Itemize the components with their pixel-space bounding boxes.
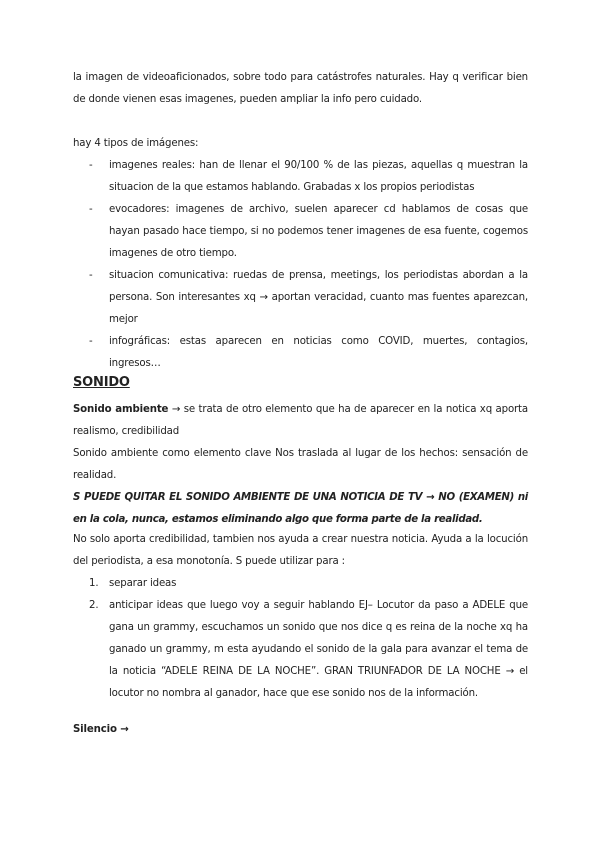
bullet-dash: - <box>89 336 93 347</box>
list-item <box>73 265 528 331</box>
list-item <box>73 155 528 199</box>
uses-list <box>73 573 528 705</box>
list-item <box>73 573 528 595</box>
list-item <box>73 199 528 265</box>
list-number: 1. <box>89 578 99 589</box>
list-item-text: infográficas: estas aparecen en noticias como COVID, muertes, contagios, ingresos… <box>109 336 528 369</box>
paragraph-elemento-clave: Sonido ambiente como elemento clave Nos traslada al lugar de los hechos: sensación de realidad. <box>73 448 528 481</box>
image-types-list <box>73 155 528 375</box>
paragraph-sonido-ambiente <box>73 399 528 443</box>
definition-text: → se trata de otro elemento que ha de aparecer en la notica xq aporta realismo, credibilidad <box>73 404 528 437</box>
paragraph-exam-note: S PUEDE QUITAR EL SONIDO AMBIENTE DE UNA NOTICIA DE TV → NO (EXAMEN) ni en la cola, nunca, estamos eliminando algo que forma parte de la realidad. <box>73 492 528 525</box>
bullet-dash: - <box>89 270 93 281</box>
bullet-dash: - <box>89 204 93 215</box>
list-item-text: situacion comunicativa: ruedas de prensa, meetings, los periodistas abordan a la persona. Son interesantes xq → aportan veracidad, cuanto mas fuentes aparezcan, mejor <box>109 270 528 325</box>
list-item <box>73 595 528 705</box>
list-item-text: separar ideas <box>109 578 177 589</box>
paragraph-silencio: Silencio → <box>73 724 129 735</box>
term-sonido-ambiente: Sonido ambiente <box>73 404 169 415</box>
list-item-text: evocadores: imagenes de archivo, suelen aparecer cd hablamos de cosas que hayan pasado hace tiempo, si no podemos tener imagenes de esa fuente, cogemos imagenes de otro tiempo. <box>109 204 528 259</box>
list-item-text: imagenes reales: han de llenar el 90/100 % de las piezas, aquellas q muestran la situacion de la que estamos hablando. Grabadas x los propios periodistas <box>109 160 528 193</box>
bullet-dash: - <box>89 160 93 171</box>
list-item <box>73 331 528 375</box>
list-item-text: anticipar ideas que luego voy a seguir hablando EJ– Locutor da paso a ADELE que gana un grammy, escuchamos un sonido que nos dice q es reina de la noche xq ha ganado un grammy, m esta ayudando el sonido de la gala para avanzar el tema de la noticia “ADELE REINA DE LA NOCHE”. GRAN TRIUNFADOR DE LA NOCHE → el locutor no nombra al ganador, hace que ese sonido nos de la información. <box>109 600 528 699</box>
section-heading-sonido: SONIDO <box>73 375 130 390</box>
list-number: 2. <box>89 600 99 611</box>
paragraph-credibilidad: No solo aporta credibilidad, tambien nos ayuda a crear nuestra noticia. Ayuda a la locución del periodista, a esa monotonía. S puede utilizar para : <box>73 534 528 567</box>
paragraph-image-types-intro: hay 4 tipos de imágenes: <box>73 138 199 149</box>
paragraph-videoaficionados: la imagen de videoaficionados, sobre todo para catástrofes naturales. Hay q verificar bien de donde vienen esas imagenes, pueden ampliar la info pero cuidado. <box>73 72 528 105</box>
